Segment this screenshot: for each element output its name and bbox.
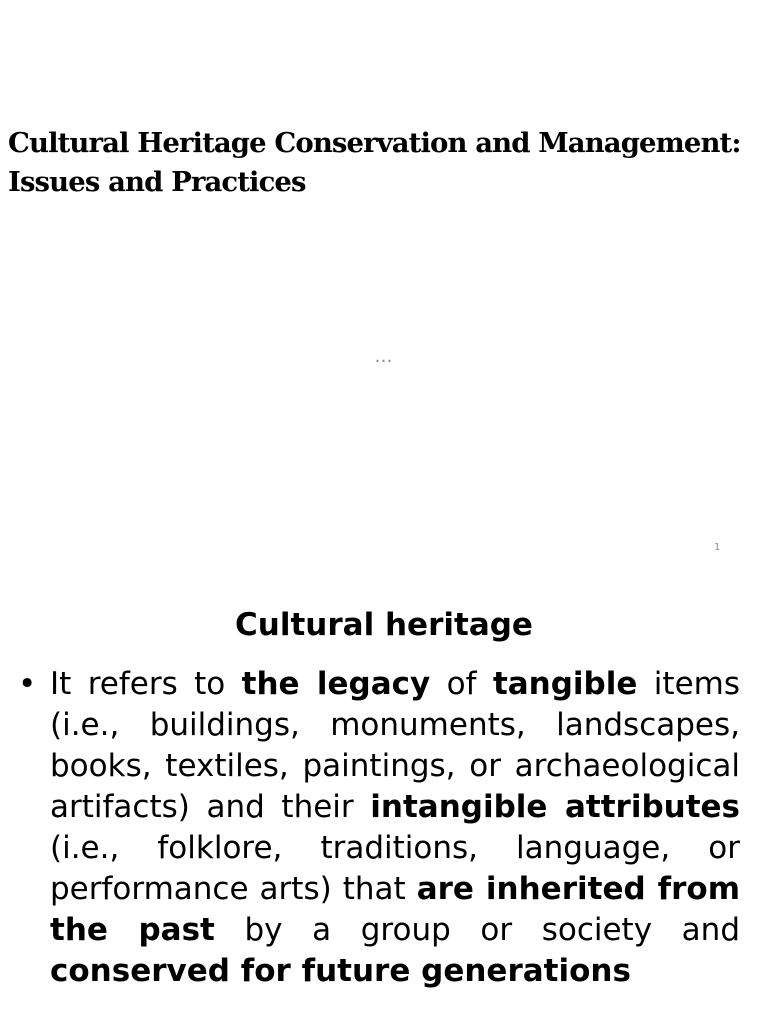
- bullet-emphasis: tangible: [492, 666, 638, 702]
- subtitle-ellipsis: …: [374, 346, 394, 367]
- bullet-emphasis: conserved for future generations: [50, 953, 631, 989]
- bullet-text: items (i.e., buildings, monuments, landscapes, books, textiles, paintings, or archaeological artifacts) and their: [50, 666, 740, 825]
- slide-2: [0, 580, 768, 1024]
- bullet-emphasis: the legacy: [241, 666, 431, 702]
- bullet-emphasis: intangible attributes: [370, 789, 741, 825]
- bullet-text: It refers to: [50, 666, 242, 702]
- presentation-title: Cultural Heritage Conservation and Management: Issues and Practices: [8, 127, 741, 198]
- section-heading: Cultural heritage: [235, 607, 533, 643]
- page-number: 1: [714, 542, 721, 553]
- bullet-list: [0, 664, 768, 992]
- bullet-item: [0, 664, 740, 992]
- bullet-text: (i.e., folklore, traditions, language, or performance arts) that: [50, 830, 740, 907]
- bullet-emphasis: are inherited from the past: [50, 871, 740, 948]
- bullet-text: by a group or society and: [214, 912, 740, 948]
- bullet-dot-icon: •: [18, 666, 37, 702]
- bullet-text: of: [430, 666, 493, 702]
